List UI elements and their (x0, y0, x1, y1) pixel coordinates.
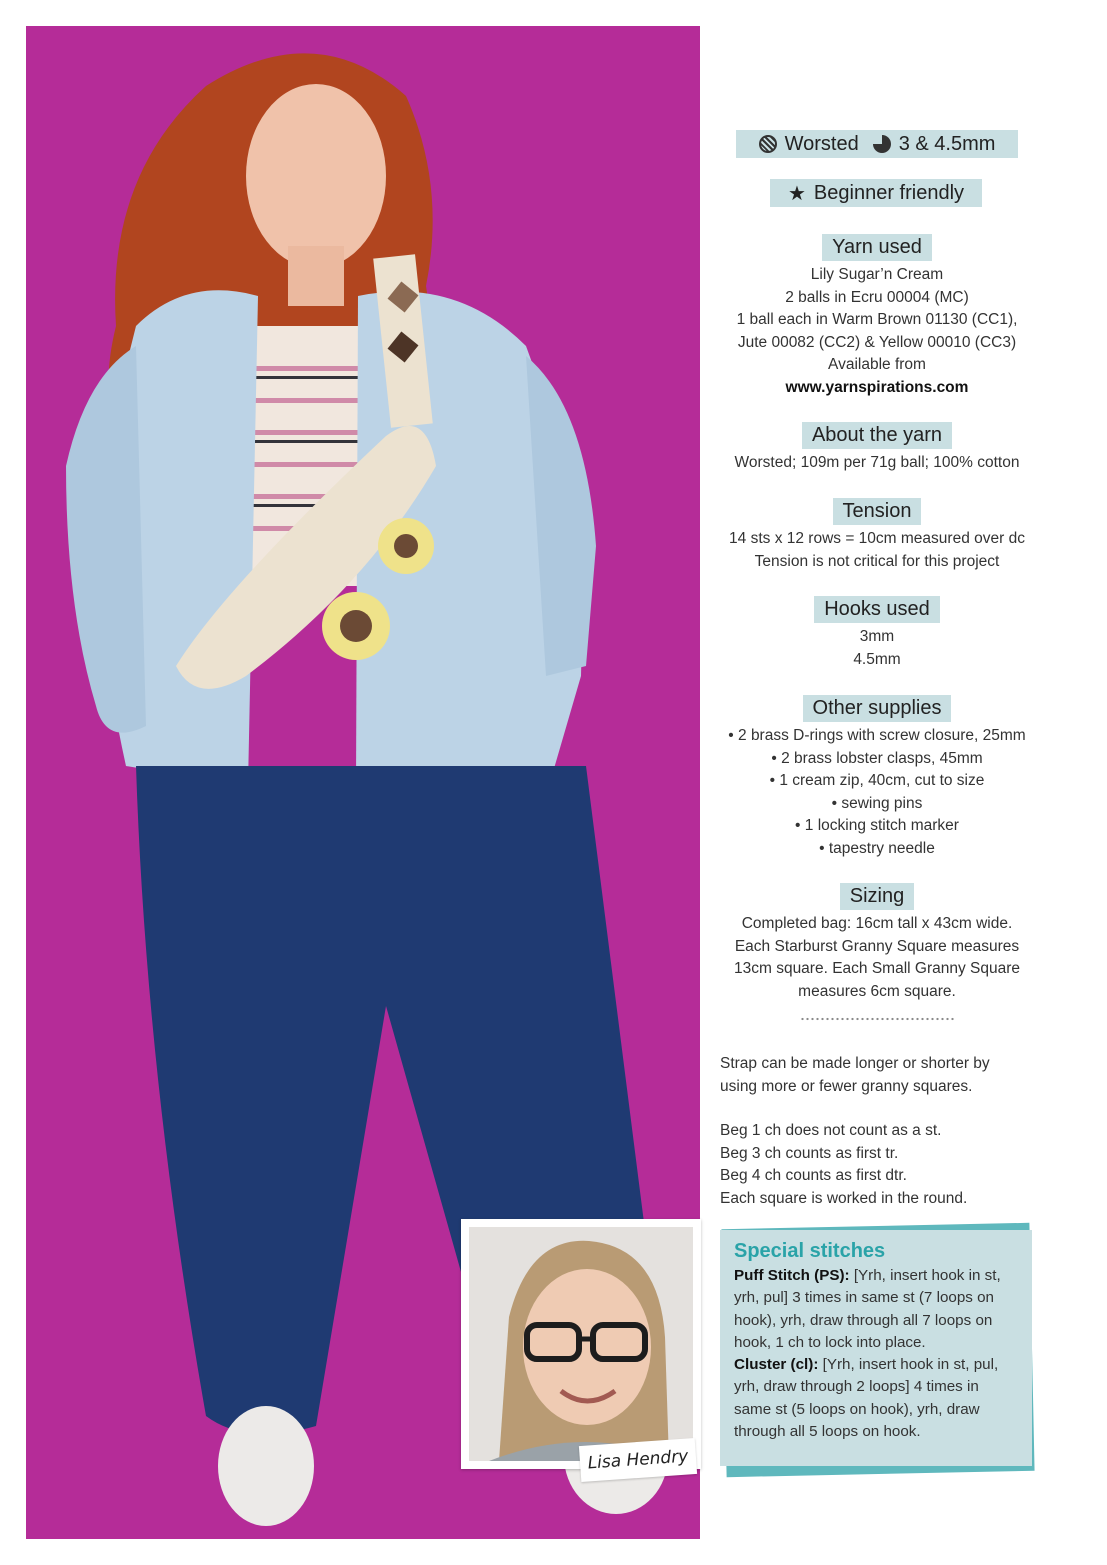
yarn-used-section: Yarn used Lily Sugar’n Cream 2 balls in Ecru 00004 (MC) 1 ball each in Warm Brown 01130 (CC1), Jute 00082 (CC2) & Yellow 00010 (CC3) Available from www.yarnspirations.com (736, 236, 1018, 396)
section-heading: Sizing (840, 883, 914, 910)
section-heading: Yarn used (822, 234, 932, 261)
tension-section: Tension 14 sts x 12 rows = 10cm measured over dc Tension is not critical for this project (729, 500, 1025, 570)
puff-stitch-definition: Puff Stitch (PS): [Yrh, insert hook in st, yrh, pul] 3 times in same st (7 loops on hook), yrh, draw through all 7 loops on hook, 1 ch to lock into place. (734, 1267, 1001, 1351)
other-supplies-section (712, 695, 1042, 860)
pattern-notes: Strap can be made longer or shorter by using more or fewer granny squares. (720, 1055, 990, 1095)
supply-item: • 2 brass D-rings with screw closure, 25mm (728, 727, 1026, 744)
section-heading: Hooks used (814, 596, 940, 623)
hooks-used-section: Hooks used 3mm 4.5mm (712, 596, 1042, 671)
section-heading: Other supplies (803, 695, 952, 722)
designer-portrait (469, 1227, 693, 1461)
star-icon: ★ (787, 182, 806, 205)
pattern-notes-2: Beg 1 ch does not count as a st. Beg 3 ch counts as first tr. Beg 4 ch counts as first dtr. Each square is worked in the round. (720, 1122, 968, 1207)
section-heading: Tension (833, 498, 922, 525)
sizing-section: Sizing Completed bag: 16cm tall x 43cm wide. Each Starburst Granny Square measures 13cm square. Each Small Granny Square measures 6cm square. (733, 885, 1021, 1000)
supply-item: • tapestry needle (819, 839, 935, 857)
skill-badge: ★ Beginner friendly (770, 179, 982, 207)
yarn-hook-badge (736, 130, 1018, 158)
cluster-definition: Cluster (cl): [Yrh, insert hook in st, pul, yrh, draw through 2 loops] 4 times in same st (5 loops on hook), yrh, draw through all 5 loops on hook. (734, 1356, 999, 1441)
hook-icon (873, 135, 891, 153)
supply-item: • 1 locking stitch marker (795, 817, 959, 834)
designer-photo (461, 1219, 701, 1469)
section-heading: About the yarn (802, 422, 952, 449)
supply-item: • sewing pins (831, 794, 923, 812)
about-yarn-section: About the yarn Worsted; 109m per 71g ball; 100% cotton (734, 424, 1020, 471)
designer-name: Lisa Hendry (579, 1438, 697, 1482)
supply-item: • 2 brass lobster clasps, 45mm (771, 749, 983, 767)
supply-item: • 1 cream zip, 40cm, cut to size (769, 772, 985, 789)
special-stitches-box (720, 1230, 1032, 1466)
yarn-ball-icon (759, 135, 777, 153)
yarn-website-link[interactable]: www.yarnspirations.com (785, 378, 969, 396)
dotted-divider (800, 1017, 956, 1021)
yarn-weight: Worsted (759, 133, 859, 156)
hook-sizes: 3 & 4.5mm (873, 133, 996, 156)
special-stitches-heading: Special stitches (734, 1240, 886, 1262)
